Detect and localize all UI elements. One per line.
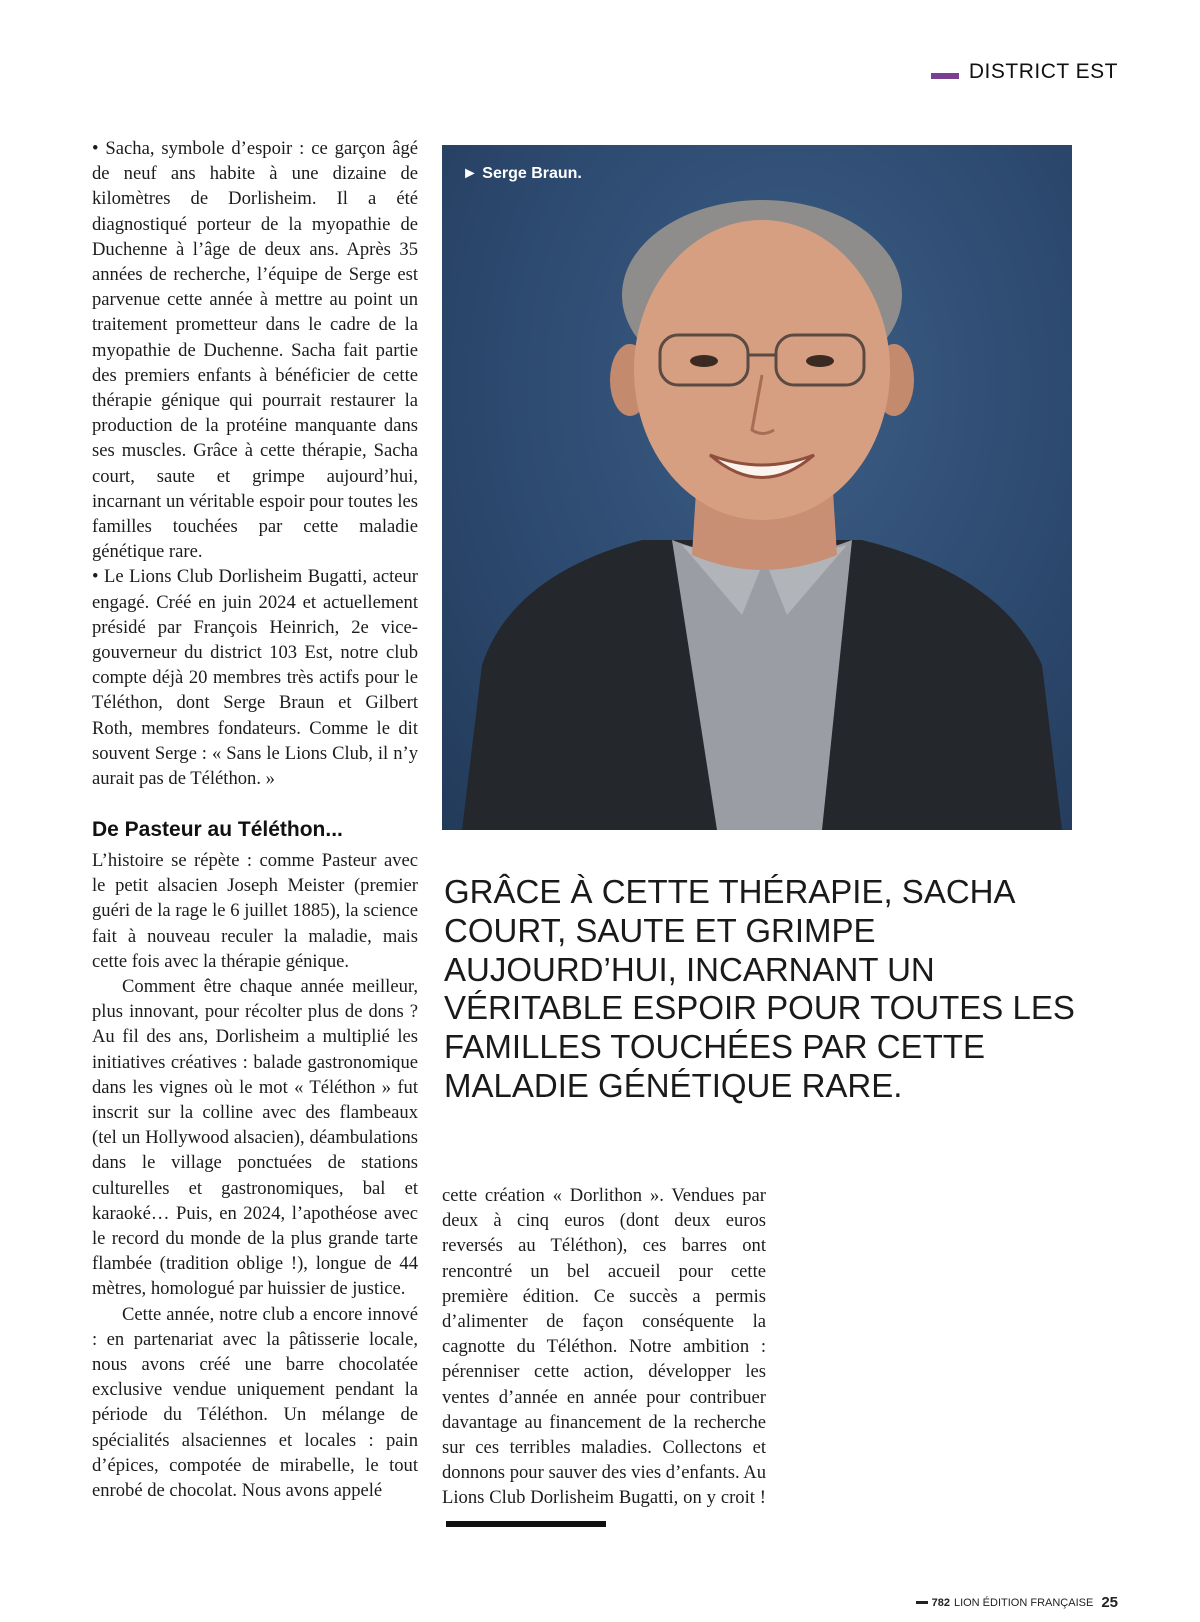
paragraph-history: L’histoire se répète : comme Pasteur avec le petit alsacien Joseph Meister (premier guéri de la rage le 6 juillet 1885), la science fait à nouveau reculer la maladie, mais cette fois avec la thérapie génique.	[92, 850, 418, 972]
paragraph-dorlithon-text: cette création « Dorlithon ». Vendues par deux à cinq euros (dont deux euros reversés au Téléthon), ces barres ont rencontré un bel accueil pour cette première édition. Ce succès a permis d’alimenter de façon conséquente la cagnotte du Téléthon. Notre ambition : pérenniser cette action, développer les ventes d’année en année pour contribuer davantage au financement de la recherche sur ces terribles maladies. Collectons et donnons pour sauver des vies d’enfants. Au Lions Club Dorlisheim Bugatti, on y croit !	[442, 1185, 766, 1509]
article-end-mark	[446, 1521, 606, 1527]
paragraph-dorlithon	[442, 1183, 766, 1536]
footer-dash	[916, 1601, 928, 1604]
photo-caption: ► Serge Braun.	[462, 165, 582, 182]
portrait-illustration	[442, 145, 1072, 830]
page-number: 25	[1101, 1594, 1118, 1611]
section-heading: De Pasteur au Téléthon...	[92, 818, 343, 841]
middle-column-bottom	[442, 1183, 766, 1536]
paragraph-sacha: • Sacha, symbole d’espoir : ce garçon âgé de neuf ans habite à une dizaine de kilomètres de Dorlisheim. Il a été diagnostiqué porteur de la myopathie de Duchenne à l’âge de deux ans. Après 35 années de recherche, l’équipe de Serge est parvenue cette année à mettre au point un traitement prometteur dans le cadre de la myopathie de Duchenne. Sacha fait partie des premiers enfants à bénéficier de cette thérapie génique qui pourrait restaurer la production de la protéine manquante dans ses muscles. Grâce à cette thérapie, Sacha court, saute et grimpe aujourd’hui, incarnant un véritable espoir pour toutes les familles touchées par cette maladie génétique rare.	[92, 138, 418, 563]
page-footer	[916, 1594, 1118, 1611]
issue-number: 782	[931, 1596, 950, 1609]
portrait-photo	[442, 145, 1072, 830]
pull-quote: GRÂCE À CETTE THÉRAPIE, SACHA COURT, SAUTE ET GRIMPE AUJOURD’HUI, INCARNANT UN VÉRITABLE ESPOIR POUR TOUTES LES FAMILLES TOUCHÉES PAR CETTE MALADIE GÉNÉTIQUE RARE.	[444, 873, 1075, 1104]
section-accent-bar	[931, 73, 959, 79]
section-tag	[931, 60, 1118, 84]
publication-name: LION ÉDITION FRANÇAISE	[953, 1596, 1094, 1609]
paragraph-innovation: Cette année, notre club a encore innové : en partenariat avec la pâtisserie locale, nous avons créé une barre chocolatée exclusive vendue uniquement pendant la période du Téléthon. Un mélange de spécialités alsaciennes et locales : pain d’épices, compotée de mirabelle, le tout enrobé de chocolat. Nous avons appelé	[92, 1303, 418, 1502]
left-column-bottom	[92, 848, 418, 1503]
left-column-top	[92, 136, 418, 791]
section-title: DISTRICT EST	[968, 60, 1118, 83]
paragraph-initiatives: Comment être chaque année meilleur, plus innovant, pour récolter plus de dons ? Au fil des ans, Dorlisheim a multiplié les initiatives créatives : balade gastronomique dans les vignes où le mot « Téléthon » fut inscrit sur la colline avec des flambeaux (tel un Hollywood alsacien), déambulations dans le village ponctuées de stations culturelles et gastronomiques, bal et karaoké… Puis, en 2024, l’apothéose avec le record du monde de la plus grande tarte flambée (tradition oblige !), longue de 44 mètres, homologué par huissier de justice.	[92, 976, 418, 1300]
paragraph-lions-club: • Le Lions Club Dorlisheim Bugatti, acteur engagé. Créé en juin 2024 et actuellement présidé par François Heinrich, 2e vice-gouverneur du district 103 Est, notre club compte déjà 20 membres très actifs pour le Téléthon, dont Serge Braun et Gilbert Roth, membres fondateurs. Comme le dit souvent Serge : « Sans le Lions Club, il n’y aurait pas de Téléthon. »	[92, 566, 418, 790]
